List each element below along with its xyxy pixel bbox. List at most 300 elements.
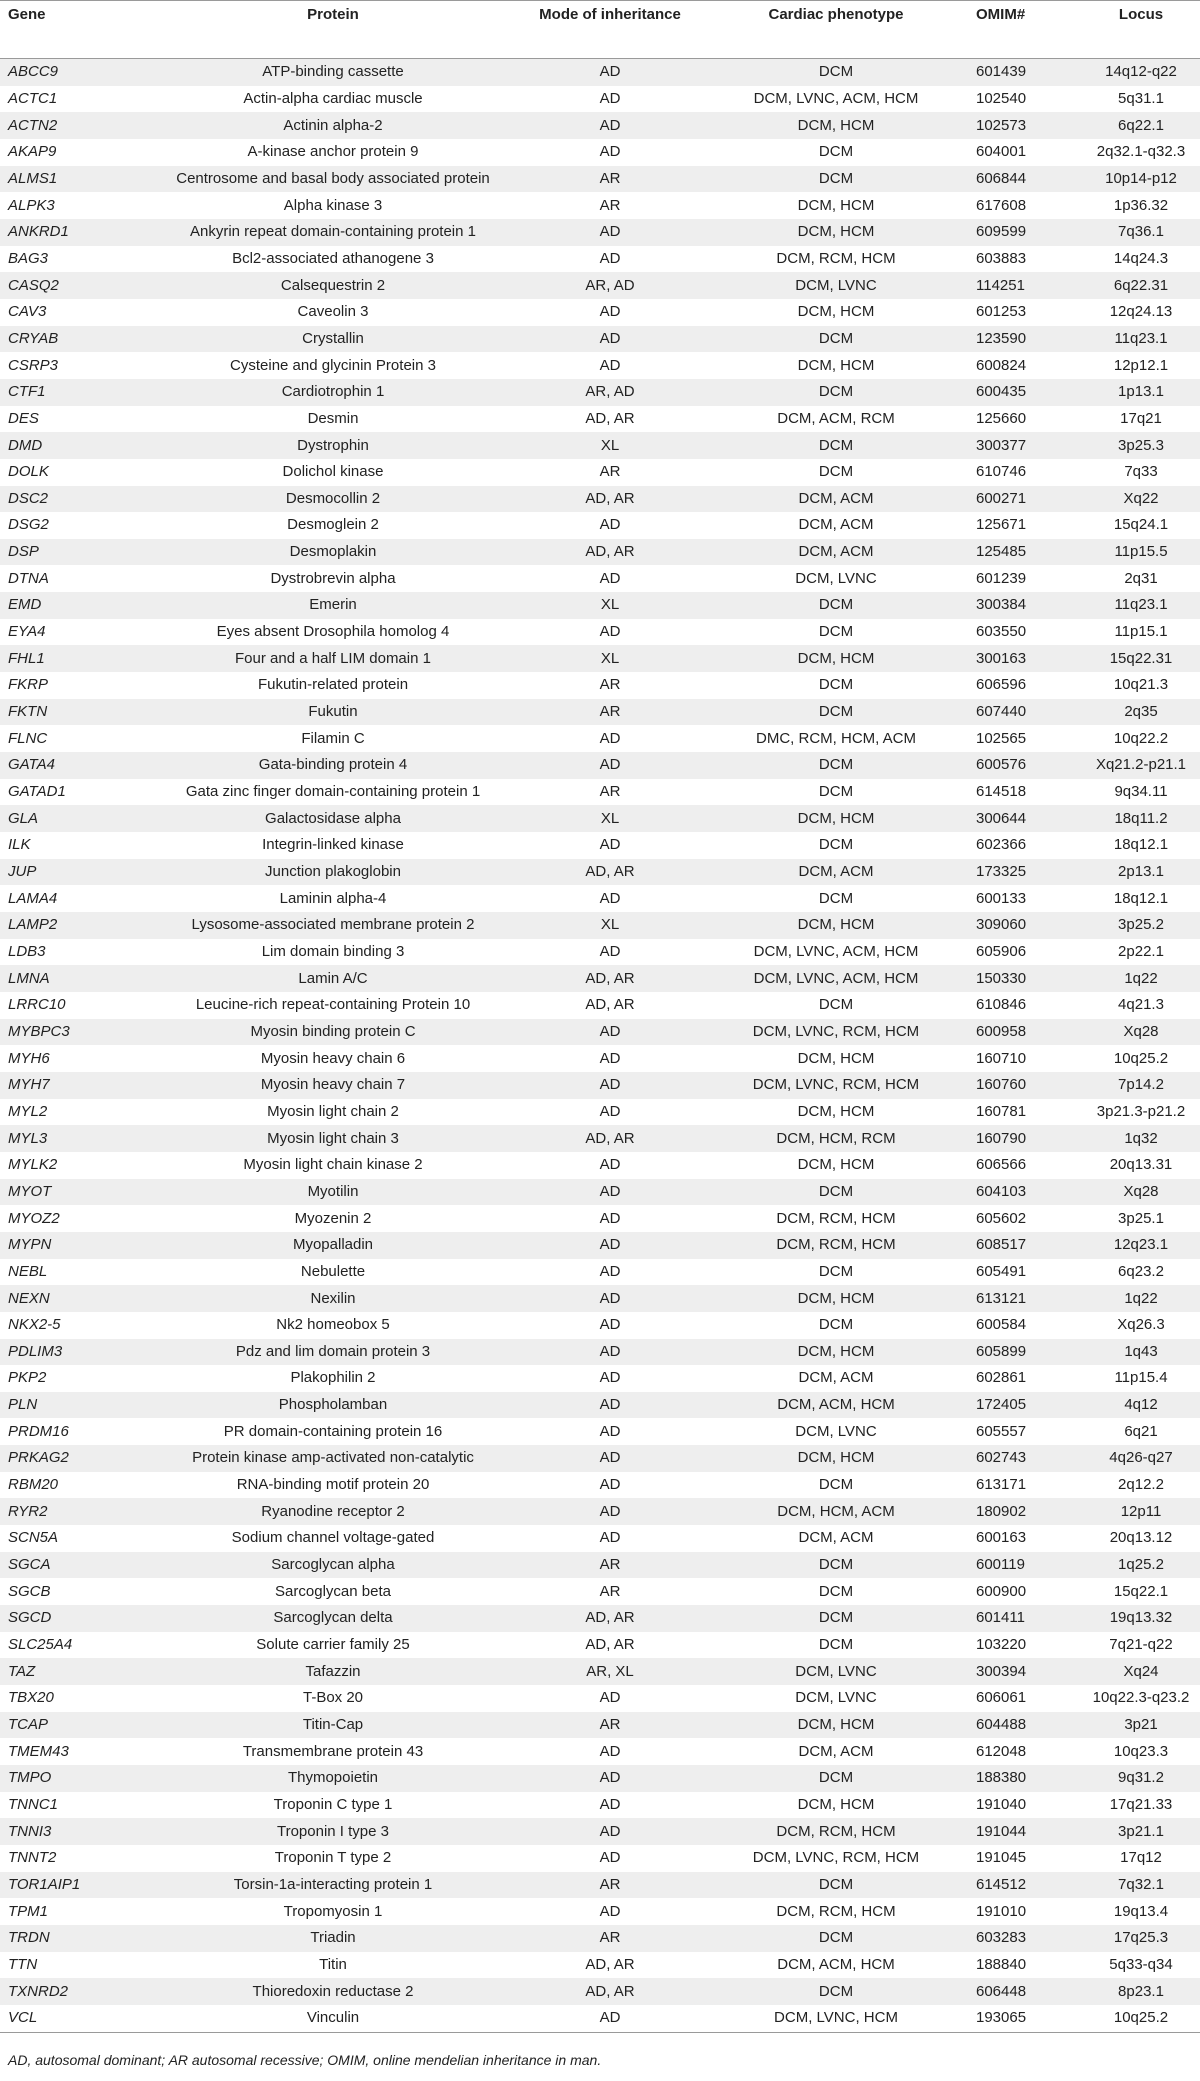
table-row xyxy=(0,352,1200,379)
gene-cell: CAV3 xyxy=(8,303,47,321)
mode-cell: AD, AR xyxy=(585,1636,635,1654)
cardiac-phenotype-cell: DCM, HCM xyxy=(704,1445,968,1472)
gene-cell: ABCC9 xyxy=(0,59,150,86)
cardiac-phenotype-cell: DCM xyxy=(704,1179,968,1206)
cardiac-phenotype-cell: DCM, ACM, HCM xyxy=(777,1955,895,1973)
mode-cell: AD, AR xyxy=(585,996,635,1014)
locus-cell: 7p14.2 xyxy=(1082,1072,1200,1099)
locus-cell: 14q24.3 xyxy=(1113,249,1169,267)
mode-cell: AR xyxy=(599,676,621,694)
locus-cell: 7q36.1 xyxy=(1082,219,1200,246)
table-row xyxy=(0,859,1200,886)
gene-cell: DES xyxy=(8,409,39,427)
mode-cell: AD xyxy=(599,249,621,267)
mode-cell: AD xyxy=(516,326,704,353)
omim-cell: 610846 xyxy=(976,996,1027,1014)
omim-cell: 300644 xyxy=(968,805,1082,832)
mode-cell: AD xyxy=(516,59,704,86)
protein-cell: Solute carrier family 25 xyxy=(256,1636,410,1654)
table-row xyxy=(0,272,1200,299)
locus-cell: 18q12.1 xyxy=(1113,889,1169,907)
protein-cell: Myopalladin xyxy=(150,1232,516,1259)
table-row xyxy=(0,1712,1200,1739)
locus-cell: 15q22.1 xyxy=(1113,1582,1169,1600)
table-row xyxy=(0,1845,1200,1872)
locus-cell: 2q35 xyxy=(1082,699,1200,726)
mode-cell: AD xyxy=(599,1049,621,1067)
protein-cell: Desmoplakin xyxy=(150,539,516,566)
cardiac-phenotype-cell: DCM xyxy=(818,676,854,694)
cardiac-phenotype-cell: DCM xyxy=(818,783,854,801)
cardiac-phenotype-cell: DCM xyxy=(704,1925,968,1952)
omim-cell: 601411 xyxy=(968,1605,1082,1632)
cardiac-phenotype-cell: DCM xyxy=(704,1978,968,2005)
mode-cell: AD xyxy=(599,303,621,321)
cardiac-phenotype-cell: DCM xyxy=(818,1582,854,1600)
locus-cell: 2q12.2 xyxy=(1118,1476,1164,1494)
cardiac-phenotype-cell: DCM xyxy=(704,326,968,353)
table-row xyxy=(0,166,1200,193)
protein-cell: Gata zinc finger domain-containing protein 1 xyxy=(185,783,481,801)
mode-cell: AD xyxy=(599,729,621,747)
mode-cell: AD xyxy=(599,1316,621,1334)
locus-cell: 10q25.2 xyxy=(1082,2005,1200,2032)
locus-cell: Xq24 xyxy=(1082,1658,1200,1685)
mode-cell: XL xyxy=(516,592,704,619)
locus-cell: 4q21.3 xyxy=(1118,996,1164,1014)
mode-cell: AD xyxy=(599,569,621,587)
protein-cell: Cysteine and glycinin Protein 3 xyxy=(230,356,436,374)
mode-cell: AR xyxy=(516,1552,704,1579)
cardiac-phenotype-cell: DCM xyxy=(818,1636,854,1654)
protein-cell: Pdz and lim domain protein 3 xyxy=(150,1339,516,1366)
locus-cell: 6q23.2 xyxy=(1118,1262,1164,1280)
omim-cell: 604103 xyxy=(968,1179,1082,1206)
cardiac-phenotype-cell: DCM, RCM, HCM xyxy=(776,1902,896,1920)
table-row xyxy=(0,299,1200,326)
cardiac-phenotype-cell: DCM, ACM, RCM xyxy=(777,409,895,427)
locus-cell: 20q13.12 xyxy=(1109,1529,1173,1547)
mode-cell: XL xyxy=(516,912,704,939)
omim-cell: 601439 xyxy=(968,59,1082,86)
table-row xyxy=(0,1792,1200,1819)
locus-cell: 11p15.5 xyxy=(1082,539,1200,566)
cardiac-phenotype-cell: DCM, LVNC, RCM, HCM xyxy=(704,1072,968,1099)
cardiac-phenotype-cell: DCM, HCM xyxy=(704,645,968,672)
mode-cell: AR xyxy=(516,166,704,193)
table-row xyxy=(0,885,1200,912)
cardiac-phenotype-cell: DCM xyxy=(818,1262,854,1280)
omim-cell: 613121 xyxy=(968,1285,1082,1312)
locus-cell: Xq21.2-p21.1 xyxy=(1082,752,1200,779)
gene-cell: FHL1 xyxy=(0,645,150,672)
cardiac-phenotype-cell: DCM, LVNC xyxy=(704,272,968,299)
mode-cell: AD xyxy=(516,1339,704,1366)
protein-cell: Titin-Cap xyxy=(150,1712,516,1739)
locus-cell: 2p13.1 xyxy=(1082,859,1200,886)
mode-cell: AD, AR xyxy=(516,486,704,513)
gene-cell: TRDN xyxy=(0,1925,150,1952)
table-row xyxy=(0,1818,1200,1845)
cardiac-phenotype-cell: DCM, ACM xyxy=(798,1529,874,1547)
omim-cell: 601253 xyxy=(976,303,1027,321)
omim-cell: 606596 xyxy=(976,676,1027,694)
gene-cell: SCN5A xyxy=(8,1529,59,1547)
table-row xyxy=(0,1738,1200,1765)
locus-cell: 2q31 xyxy=(1124,569,1158,587)
table-row xyxy=(0,1552,1200,1579)
table-header xyxy=(0,1,1200,59)
table-row xyxy=(0,1952,1200,1979)
locus-cell: 2q32.1-q32.3 xyxy=(1096,143,1186,161)
cardiac-phenotype-cell: DCM, HCM xyxy=(797,1049,875,1067)
omim-cell: 188380 xyxy=(968,1765,1082,1792)
mode-cell: AD xyxy=(599,356,621,374)
omim-cell: 188840 xyxy=(976,1955,1027,1973)
mode-cell: AD xyxy=(599,1156,621,1174)
cardiac-phenotype-cell: DCM xyxy=(818,623,854,641)
omim-cell: 614518 xyxy=(976,783,1027,801)
mode-cell: AR, XL xyxy=(516,1658,704,1685)
protein-cell: Dystrophin xyxy=(150,432,516,459)
omim-cell: 309060 xyxy=(968,912,1082,939)
mode-cell: AD, AR xyxy=(585,409,635,427)
gene-cell: RYR2 xyxy=(0,1498,150,1525)
locus-cell: 10q23.3 xyxy=(1113,1742,1169,1760)
locus-cell: 12p12.1 xyxy=(1113,356,1169,374)
protein-cell: Sarcoglycan beta xyxy=(275,1582,391,1600)
locus-cell: 17q25.3 xyxy=(1082,1925,1200,1952)
table-row xyxy=(0,1179,1200,1206)
cardiac-phenotype-cell: DCM xyxy=(818,143,854,161)
table-row xyxy=(0,725,1200,752)
omim-cell: 600958 xyxy=(968,1019,1082,1046)
gene-cell: PRDM16 xyxy=(8,1422,69,1440)
gene-cell: NKX2-5 xyxy=(8,1316,61,1334)
gene-cell: TNNT2 xyxy=(8,1849,57,1867)
protein-cell: Desmoglein 2 xyxy=(287,516,379,534)
mode-cell: AD xyxy=(516,1019,704,1046)
locus-cell: 15q22.31 xyxy=(1082,645,1200,672)
gene-cell: VCL xyxy=(0,2005,150,2032)
mode-cell: AD xyxy=(599,623,621,641)
mode-cell: XL xyxy=(516,432,704,459)
gene-cell: FLNC xyxy=(8,729,48,747)
gene-cell: TAZ xyxy=(0,1658,150,1685)
table-row xyxy=(0,1045,1200,1072)
mode-cell: AD, AR xyxy=(516,539,704,566)
locus-cell: 2p22.1 xyxy=(1118,942,1164,960)
protein-cell: Protein kinase amp-activated non-catalytic xyxy=(150,1445,516,1472)
omim-cell: 125485 xyxy=(968,539,1082,566)
table-row xyxy=(0,1472,1200,1499)
mode-cell: AD xyxy=(599,889,621,907)
mode-cell: AD, AR xyxy=(516,965,704,992)
locus-cell: 11q23.1 xyxy=(1082,326,1200,353)
table-row xyxy=(0,832,1200,859)
gene-cell: MYLK2 xyxy=(8,1156,58,1174)
gene-cell: CASQ2 xyxy=(0,272,150,299)
omim-cell: 605491 xyxy=(976,1262,1027,1280)
cardiac-phenotype-cell: DCM, ACM, HCM xyxy=(704,1392,968,1419)
gene-cell: MYPN xyxy=(0,1232,150,1259)
table-row xyxy=(0,1152,1200,1179)
cardiac-phenotype-cell: DCM, RCM, HCM xyxy=(776,1209,896,1227)
protein-cell: A-kinase anchor protein 9 xyxy=(247,143,419,161)
table-row xyxy=(0,1658,1200,1685)
gene-cell: RBM20 xyxy=(8,1476,59,1494)
mode-cell: AR, AD xyxy=(516,272,704,299)
omim-cell: 102565 xyxy=(976,729,1027,747)
protein-cell: ATP-binding cassette xyxy=(150,59,516,86)
omim-cell: 300163 xyxy=(968,645,1082,672)
table-row xyxy=(0,779,1200,806)
cardiac-phenotype-cell: DCM, ACM xyxy=(704,539,968,566)
protein-cell: Four and a half LIM domain 1 xyxy=(150,645,516,672)
omim-cell: 600119 xyxy=(968,1552,1082,1579)
omim-cell: 602366 xyxy=(976,836,1027,854)
locus-cell: 1q22 xyxy=(1082,965,1200,992)
table-footnote: AD, autosomal dominant; AR autosomal recessive; OMIM, online mendelian inheritance in man. xyxy=(8,2052,602,2068)
locus-cell: 3p21.3-p21.2 xyxy=(1096,1102,1186,1120)
locus-cell: 12q23.1 xyxy=(1082,1232,1200,1259)
mode-cell: AR xyxy=(516,699,704,726)
locus-cell: 17q21.33 xyxy=(1109,1795,1173,1813)
protein-cell: Nk2 homeobox 5 xyxy=(276,1316,390,1334)
header-protein: Protein xyxy=(150,1,516,59)
cardiac-phenotype-cell: DCM, HCM xyxy=(704,1285,968,1312)
gene-cell: ALMS1 xyxy=(0,166,150,193)
omim-cell: 180902 xyxy=(968,1498,1082,1525)
locus-cell: 18q11.2 xyxy=(1082,805,1200,832)
gene-cell: TTN xyxy=(8,1955,38,1973)
protein-cell: Troponin T type 2 xyxy=(274,1849,392,1867)
gene-cell: LRRC10 xyxy=(8,996,66,1014)
locus-cell: 10q25.2 xyxy=(1113,1049,1169,1067)
table-row xyxy=(0,219,1200,246)
protein-cell: Myosin binding protein C xyxy=(150,1019,516,1046)
omim-cell: 191045 xyxy=(976,1849,1027,1867)
omim-cell: 193065 xyxy=(968,2005,1082,2032)
protein-cell: Bcl2-associated athanogene 3 xyxy=(232,249,434,267)
omim-cell: 605906 xyxy=(976,942,1027,960)
protein-cell: Sarcoglycan alpha xyxy=(150,1552,516,1579)
table-row xyxy=(0,432,1200,459)
cardiac-phenotype-cell: DCM, HCM, ACM xyxy=(704,1498,968,1525)
mode-cell: AD, AR xyxy=(516,1605,704,1632)
protein-cell: Filamin C xyxy=(301,729,365,747)
table-row xyxy=(0,1578,1200,1605)
locus-cell: 7q33 xyxy=(1124,463,1158,481)
table-row xyxy=(0,1285,1200,1312)
gene-cell: DSC2 xyxy=(0,486,150,513)
omim-cell: 610746 xyxy=(976,463,1027,481)
table-row xyxy=(0,1978,1200,2005)
table-row xyxy=(0,1898,1200,1925)
omim-cell: 614512 xyxy=(968,1872,1082,1899)
omim-cell: 612048 xyxy=(976,1742,1027,1760)
cardiac-phenotype-cell: DMC, RCM, HCM, ACM xyxy=(756,729,916,747)
locus-cell: 10p14-p12 xyxy=(1082,166,1200,193)
omim-cell: 602743 xyxy=(968,1445,1082,1472)
protein-cell: Myotilin xyxy=(150,1179,516,1206)
locus-cell: 1q43 xyxy=(1082,1339,1200,1366)
cardiac-phenotype-cell: DCM, LVNC xyxy=(704,1658,968,1685)
table-row xyxy=(0,752,1200,779)
table-row xyxy=(0,992,1200,1019)
gene-cell: DSP xyxy=(0,539,150,566)
protein-cell: Myosin light chain kinase 2 xyxy=(243,1156,423,1174)
mode-cell: AD xyxy=(516,1072,704,1099)
omim-cell: 123590 xyxy=(968,326,1082,353)
mode-cell: AD xyxy=(599,1369,621,1387)
protein-cell: RNA-binding motif protein 20 xyxy=(236,1476,430,1494)
locus-cell: 1p13.1 xyxy=(1082,379,1200,406)
gene-cell: TNNI3 xyxy=(0,1818,150,1845)
gene-cell: GLA xyxy=(0,805,150,832)
gene-cell: PRKAG2 xyxy=(0,1445,150,1472)
mode-cell: AD xyxy=(599,1689,621,1707)
mode-cell: AD xyxy=(599,1849,621,1867)
protein-cell: Desmin xyxy=(307,409,359,427)
table-row xyxy=(0,699,1200,726)
locus-cell: 12q24.13 xyxy=(1109,303,1173,321)
mode-cell: AD xyxy=(516,1498,704,1525)
omim-cell: 160710 xyxy=(976,1049,1027,1067)
gene-cell: CRYAB xyxy=(0,326,150,353)
locus-cell: 11p15.4 xyxy=(1114,1369,1168,1387)
gene-cell: AKAP9 xyxy=(8,143,57,161)
protein-cell: Transmembrane protein 43 xyxy=(242,1742,424,1760)
mode-cell: AD xyxy=(599,143,621,161)
header-cardiac-phenotype: Cardiac phenotype xyxy=(704,1,968,59)
locus-cell: Xq26.3 xyxy=(1117,1316,1165,1334)
omim-cell: 606566 xyxy=(976,1156,1027,1174)
mode-cell: AR xyxy=(516,1925,704,1952)
gene-cell: MYH6 xyxy=(8,1049,50,1067)
cardiac-phenotype-cell: DCM, ACM xyxy=(798,1369,874,1387)
mode-cell: AD xyxy=(599,1529,621,1547)
omim-cell: 605557 xyxy=(976,1422,1027,1440)
mode-cell: AD xyxy=(516,2005,704,2032)
mode-cell: AD xyxy=(516,1445,704,1472)
omim-cell: 600584 xyxy=(976,1316,1027,1334)
omim-cell: 103220 xyxy=(976,1636,1027,1654)
mode-cell: AD, AR xyxy=(516,859,704,886)
locus-cell: 17q21 xyxy=(1120,409,1162,427)
gene-cell: NEBL xyxy=(8,1262,48,1280)
protein-cell: Crystallin xyxy=(150,326,516,353)
locus-cell: 10q22.3-q23.2 xyxy=(1092,1689,1190,1707)
omim-cell: 600163 xyxy=(976,1529,1027,1547)
omim-cell: 300377 xyxy=(968,432,1082,459)
locus-cell: 3p21.1 xyxy=(1082,1818,1200,1845)
protein-cell: Laminin alpha-4 xyxy=(279,889,387,907)
omim-cell: 102540 xyxy=(976,89,1027,107)
gene-cell: GATAD1 xyxy=(8,783,66,801)
gene-cell: TPM1 xyxy=(8,1902,49,1920)
gene-cell: TBX20 xyxy=(8,1689,54,1707)
mode-cell: AR xyxy=(516,1872,704,1899)
cardiac-phenotype-cell: DCM, LVNC xyxy=(795,1422,877,1440)
mode-cell: AD xyxy=(516,1232,704,1259)
table-row xyxy=(0,805,1200,832)
gene-cell: SGCA xyxy=(0,1552,150,1579)
omim-cell: 603283 xyxy=(968,1925,1082,1952)
gene-cell: ACTC1 xyxy=(8,89,58,107)
locus-cell: 7q21-q22 xyxy=(1109,1636,1173,1654)
gene-cell: MYOZ2 xyxy=(8,1209,60,1227)
table-row xyxy=(0,1019,1200,1046)
gene-cell: MYBPC3 xyxy=(0,1019,150,1046)
gene-cell: DSG2 xyxy=(8,516,49,534)
table-row xyxy=(0,1312,1200,1339)
mode-cell: AR, AD xyxy=(516,379,704,406)
mode-cell: AD xyxy=(516,752,704,779)
gene-cell: PLN xyxy=(0,1392,150,1419)
locus-cell: 6q21 xyxy=(1124,1422,1158,1440)
mode-cell: AD xyxy=(599,1262,621,1280)
cardiac-phenotype-cell: DCM, HCM xyxy=(797,1795,875,1813)
cardiac-phenotype-cell: DCM, HCM xyxy=(704,219,968,246)
gene-cell: BAG3 xyxy=(8,249,49,267)
omim-cell: 600271 xyxy=(968,486,1082,513)
protein-cell: Phospholamban xyxy=(150,1392,516,1419)
cardiac-phenotype-cell: DCM, LVNC, RCM, HCM xyxy=(704,1019,968,1046)
protein-cell: T-Box 20 xyxy=(302,1689,364,1707)
omim-cell: 150330 xyxy=(968,965,1082,992)
table-row xyxy=(0,1232,1200,1259)
locus-cell: 7q32.1 xyxy=(1082,1872,1200,1899)
cardiac-phenotype-cell: DCM xyxy=(704,752,968,779)
gene-cell: MYL3 xyxy=(0,1125,150,1152)
mode-cell: AR xyxy=(599,196,621,214)
cardiac-phenotype-cell: DCM, HCM xyxy=(704,1339,968,1366)
omim-cell: 160760 xyxy=(968,1072,1082,1099)
mode-cell: AD xyxy=(599,1902,621,1920)
gene-cell: SGCD xyxy=(0,1605,150,1632)
omim-cell: 160790 xyxy=(968,1125,1082,1152)
gene-cell: ACTN2 xyxy=(0,112,150,139)
mode-cell: AD xyxy=(516,112,704,139)
cardiac-phenotype-cell: DCM xyxy=(818,463,854,481)
locus-cell: 15q24.1 xyxy=(1113,516,1169,534)
mode-cell: AD xyxy=(516,1818,704,1845)
gene-cell: TMEM43 xyxy=(8,1742,69,1760)
table-row xyxy=(0,1392,1200,1419)
mode-cell: XL xyxy=(516,645,704,672)
cardiac-phenotype-cell: DCM, HCM xyxy=(797,303,875,321)
omim-cell: 300384 xyxy=(968,592,1082,619)
table-row xyxy=(0,1418,1200,1445)
cardiac-phenotype-cell: DCM xyxy=(704,699,968,726)
protein-cell: Troponin I type 3 xyxy=(150,1818,516,1845)
protein-cell: Dolichol kinase xyxy=(282,463,384,481)
cardiac-phenotype-cell: DCM, HCM xyxy=(797,356,875,374)
locus-cell: 14q12-q22 xyxy=(1082,59,1200,86)
protein-cell: Gata-binding protein 4 xyxy=(150,752,516,779)
gene-cell: ANKRD1 xyxy=(0,219,150,246)
table-row xyxy=(0,592,1200,619)
omim-cell: 600824 xyxy=(976,356,1027,374)
protein-cell: Torsin-1a-interacting protein 1 xyxy=(150,1872,516,1899)
protein-cell: Centrosome and basal body associated protein xyxy=(150,166,516,193)
cardiac-phenotype-cell: DCM, HCM xyxy=(797,1102,875,1120)
protein-cell: Myosin heavy chain 7 xyxy=(150,1072,516,1099)
gene-cell: JUP xyxy=(0,859,150,886)
table-row xyxy=(0,2005,1200,2032)
table-row xyxy=(0,939,1200,966)
